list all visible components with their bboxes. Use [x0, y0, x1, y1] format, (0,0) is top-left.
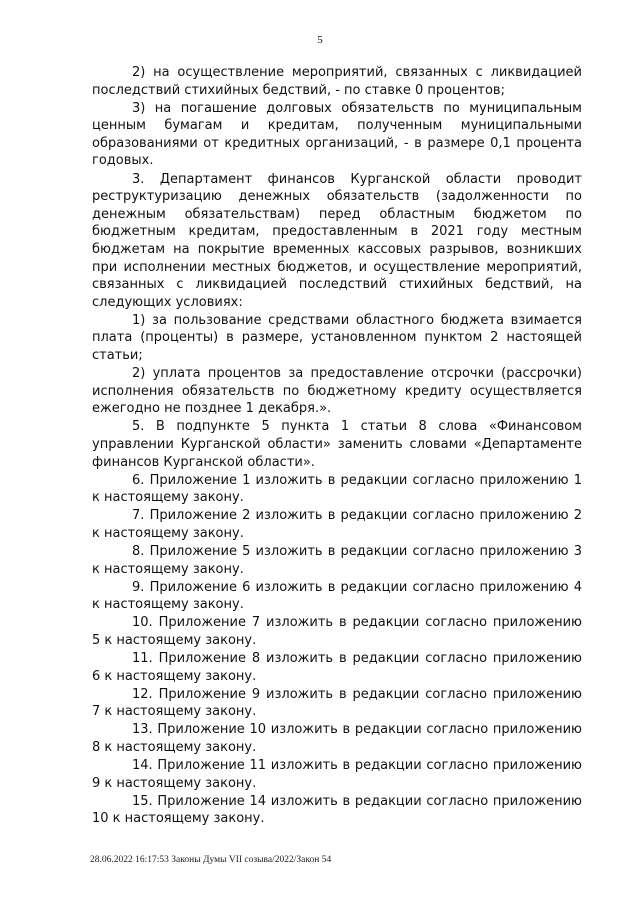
paragraph-item-12: 12. Приложение 9 изложить в редакции согласно приложению 7 к настоящему закону.: [92, 686, 582, 720]
paragraph-item-15: 15. Приложение 14 изложить в редакции согласно приложению 10 к настоящему закону.: [92, 793, 582, 827]
paragraph-item-11: 11. Приложение 8 изложить в редакции согласно приложению 6 к настоящему закону.: [92, 651, 582, 684]
page-number: 5: [317, 34, 323, 46]
document-body: [92, 64, 582, 828]
paragraph-item-10: 10. Приложение 7 изложить в редакции согласно приложению 5 к настоящему закону.: [92, 615, 582, 648]
paragraph-subitem-2: 2) на осуществление мероприятий, связанных с ликвидацией последствий стихийных бедствий, - по ставке 0 процентов;: [92, 65, 582, 98]
paragraph-item-3: 3. Департамент финансов Курганской области проводит реструктуризацию денежных обязательств (задолженности по денежным обязательствам) перед областным бюджетом по бюджетным кредитам, предоставленным в 2021 году местным бюджетам на покрытие временных кассовых разрывов, возникших при исполнении местных бюджетов, и осуществление мероприятий, связанных с ликвидацией последствий стихийных бедствий, на следующих условиях:: [92, 171, 582, 310]
paragraph-item-9: 9. Приложение 6 изложить в редакции согласно приложению 4 к настоящему закону.: [92, 579, 582, 613]
paragraph-item-6: 6. Приложение 1 изложить в редакции согласно приложению 1 к настоящему закону.: [92, 472, 582, 506]
document-footer: 28.06.2022 16:17:53 Законы Думы VII созыва/2022/Закон 54: [90, 855, 332, 865]
paragraph-item-8: 8. Приложение 5 изложить в редакции согласно приложению 3 к настоящему закону.: [92, 544, 582, 577]
paragraph-condition-2: 2) уплата процентов за предоставление отсрочки (рассрочки) исполнения обязательств по бюджетному кредиту осуществляется ежегодно не позднее 1 декабря.».: [92, 366, 582, 417]
paragraph-condition-1: 1) за пользование средствами областного бюджета взимается плата (проценты) в размере, установленном пунктом 2 настоящей статьи;: [92, 312, 582, 363]
paragraph-item-7: 7. Приложение 2 изложить в редакции согласно приложению 2 к настоящему закону.: [92, 508, 582, 541]
paragraph-item-13: 13. Приложение 10 изложить в редакции согласно приложению 8 к настоящему закону.: [92, 722, 582, 756]
paragraph-item-14: 14. Приложение 11 изложить в редакции согласно приложению 9 к настоящему закону.: [92, 758, 582, 791]
paragraph-item-5: 5. В подпункте 5 пункта 1 статьи 8 слова «Финансовом управлении Курганской области» заменить словами «Департаменте финансов Курганской области».: [92, 419, 582, 470]
paragraph-subitem-3: 3) на погашение долговых обязательств по муниципальным ценным бумагам и кредитам, полученным муниципальными образованиями от кредитных организаций, - в размере 0,1 процента годовых.: [92, 100, 582, 169]
